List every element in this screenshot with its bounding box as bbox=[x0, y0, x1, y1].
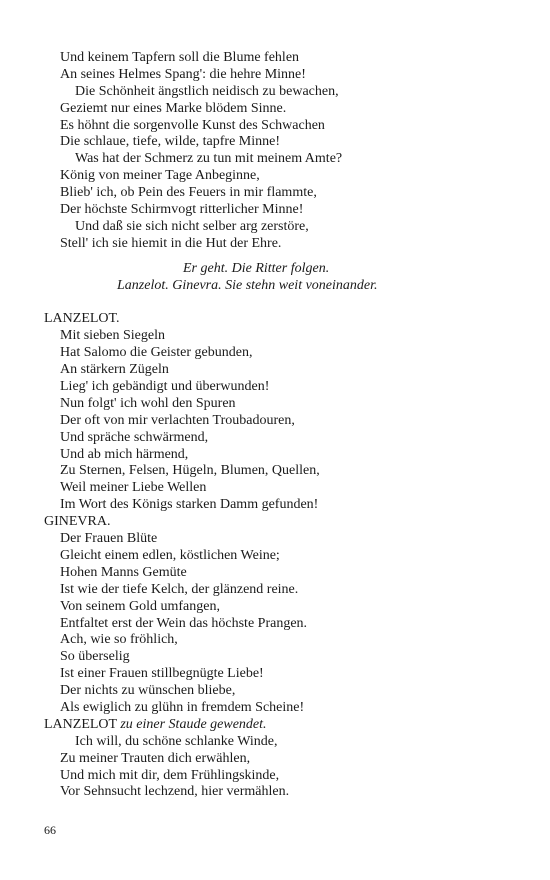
verse-line: Der nichts zu wünschen bliebe, bbox=[60, 683, 236, 699]
verse-line: Der oft von mir verlachten Troubadouren, bbox=[60, 412, 295, 428]
speaker-line bbox=[44, 717, 514, 734]
stanza-1 bbox=[44, 50, 514, 253]
stage-direction-line: Er geht. Die Ritter folgen. bbox=[183, 260, 330, 276]
verse-line: Was hat der Schmerz zu tun mit meinem Amte? bbox=[75, 151, 343, 167]
verse-line: Und daß sie sich nicht selber arg zerstöre, bbox=[75, 218, 309, 234]
stage-direction bbox=[44, 261, 514, 295]
verse-line: Hat Salomo die Geister gebunden, bbox=[60, 345, 253, 361]
verse-line: Zu Sternen, Felsen, Hügeln, Blumen, Quellen, bbox=[60, 463, 320, 479]
speaker-direction: zu einer Staude gewendet. bbox=[120, 716, 267, 732]
verse-line: Ich will, du schöne schlanke Winde, bbox=[75, 733, 278, 749]
page-text bbox=[44, 50, 514, 801]
speaker-name: LANZELOT. bbox=[44, 311, 120, 327]
verse-line: Weil meiner Liebe Wellen bbox=[60, 480, 207, 496]
speaker-name: GINEVRA. bbox=[44, 514, 111, 530]
stanza-4 bbox=[44, 734, 514, 802]
verse-line: Die Schönheit ängstlich neidisch zu bewachen, bbox=[75, 83, 339, 99]
verse-line: Der Frauen Blüte bbox=[60, 531, 158, 547]
verse-line: Ist einer Frauen stillbegnügte Liebe! bbox=[60, 666, 264, 682]
verse-line: Ist wie der tiefe Kelch, der glänzend reine. bbox=[60, 581, 299, 597]
verse-line: Vor Sehnsucht lechzend, hier vermählen. bbox=[60, 784, 290, 800]
verse-line: Und spräche schwärmend, bbox=[60, 429, 209, 445]
verse-line: Die schlaue, tiefe, wilde, tapfre Minne! bbox=[60, 134, 281, 150]
verse-line: Zu meiner Trauten dich erwählen, bbox=[60, 750, 251, 766]
verse-line: Und mich mit dir, dem Frühlingskinde, bbox=[60, 767, 280, 783]
verse-line: Nun folgt' ich wohl den Spuren bbox=[60, 395, 236, 411]
verse-line: Der höchste Schirmvogt ritterlicher Minne! bbox=[60, 202, 304, 218]
verse-line: Mit sieben Siegeln bbox=[60, 328, 165, 344]
stage-direction-line: Lanzelot. Ginevra. Sie stehn weit voneinander. bbox=[117, 277, 378, 293]
verse-line: Gleicht einem edlen, köstlichen Weine; bbox=[60, 547, 280, 563]
page-number: 66 bbox=[44, 823, 56, 837]
verse-line: Als ewiglich zu glühn in fremdem Scheine! bbox=[60, 699, 305, 715]
speaker-name: LANZELOT bbox=[44, 716, 117, 732]
verse-line: Stell' ich sie hiemit in die Hut der Ehre. bbox=[60, 235, 282, 251]
verse-line: Hohen Manns Gemüte bbox=[60, 564, 187, 580]
verse-line: König von meiner Tage Anbeginne, bbox=[60, 168, 260, 184]
verse-line: Blieb' ich, ob Pein des Feuers in mir flammte, bbox=[60, 185, 317, 201]
verse-line: An seines Helmes Spang': die hehre Minne! bbox=[60, 66, 306, 82]
verse-line: An stärkern Zügeln bbox=[60, 362, 169, 378]
verse-line: So überselig bbox=[60, 649, 130, 665]
verse-line: Es höhnt die sorgenvolle Kunst des Schwachen bbox=[60, 117, 325, 133]
verse-line: Von seinem Gold umfangen, bbox=[60, 598, 220, 614]
verse-line: Und keinem Tapfern soll die Blume fehlen bbox=[60, 50, 300, 65]
verse-line: Im Wort des Königs starken Damm gefunden! bbox=[60, 497, 319, 513]
stanza-2 bbox=[44, 328, 514, 514]
stanza-3 bbox=[44, 531, 514, 717]
verse-line: Lieg' ich gebändigt und überwunden! bbox=[60, 379, 270, 395]
verse-line: Und ab mich härmend, bbox=[60, 446, 189, 462]
verse-line: Geziemt nur eines Marke blödem Sinne. bbox=[60, 100, 287, 116]
verse-line: Ach, wie so fröhlich, bbox=[60, 632, 178, 648]
verse-line: Entfaltet erst der Wein das höchste Prangen. bbox=[60, 615, 308, 631]
